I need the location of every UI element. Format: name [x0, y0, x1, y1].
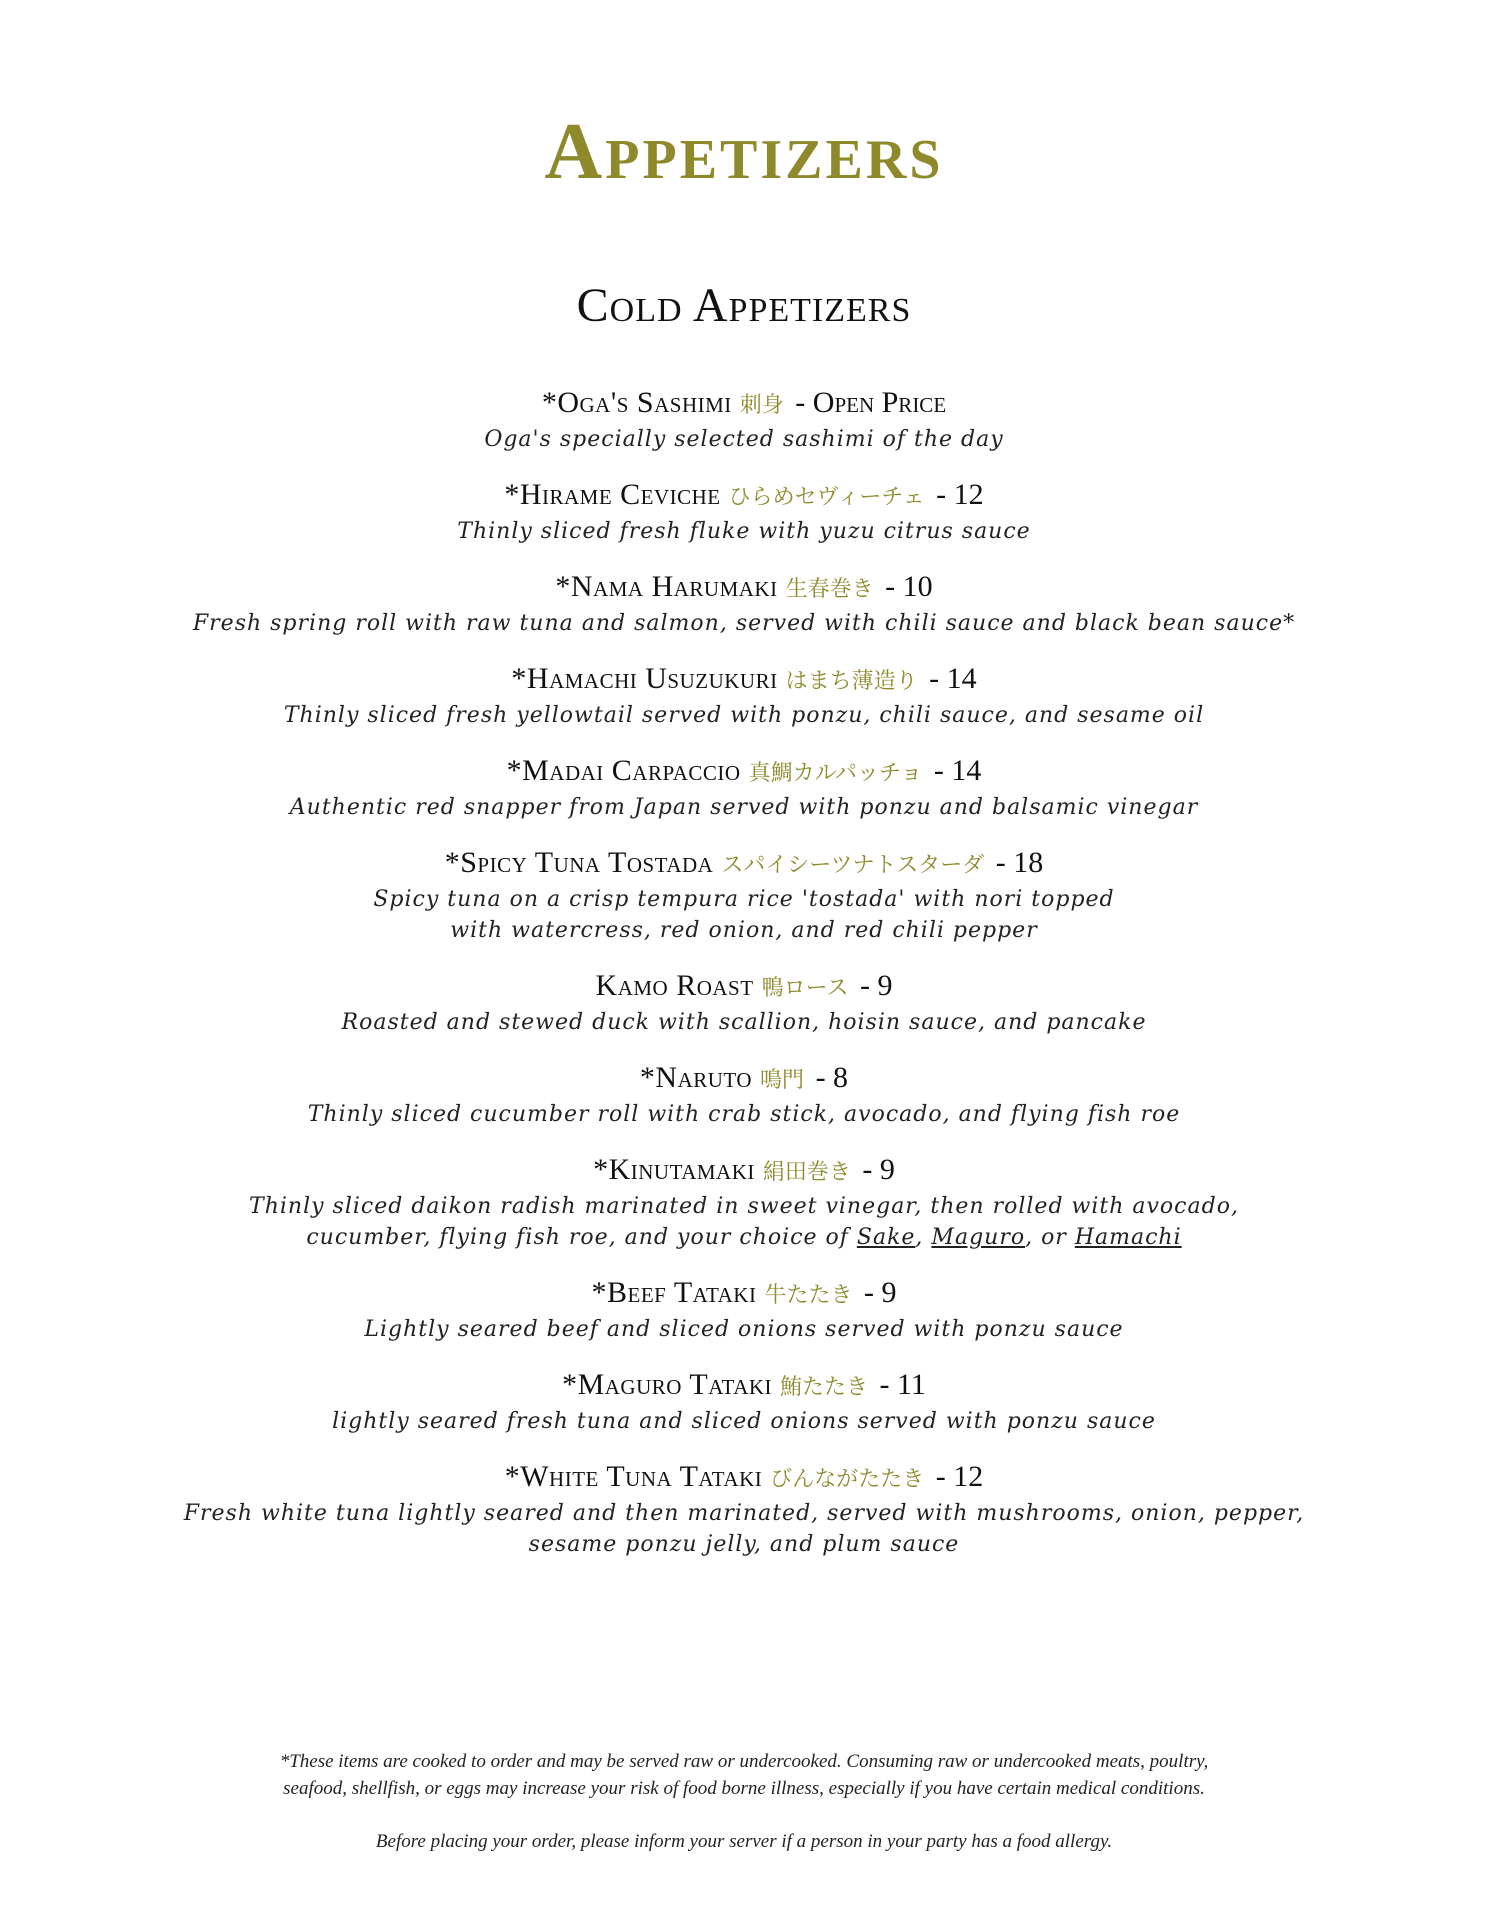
choice-separator: , or: [1025, 1225, 1075, 1250]
menu-item-price: - 8: [815, 1061, 849, 1094]
menu-item-price: - 9: [862, 1153, 895, 1186]
menu-items-list: [0, 385, 1488, 1582]
menu-item-heading: [0, 569, 1488, 608]
choice-option-maguro: Maguro: [931, 1225, 1026, 1250]
menu-item-price: - Open Price: [795, 386, 947, 419]
menu-item-price: - 9: [863, 1276, 897, 1309]
menu-item-description: Thinly sliced fresh fluke with yuzu citrus sauce: [457, 519, 1031, 544]
menu-item-description: Fresh white tuna lightly seared and then marinated, served with mushrooms, onion, pepper,: [183, 1501, 1305, 1526]
menu-item-description: Spicy tuna on a crisp tempura rice 'tostada' with nori topped: [373, 887, 1115, 912]
menu-item: [0, 845, 1488, 946]
menu-item-description: Thinly sliced cucumber roll with crab stick, avocado, and flying fish roe: [307, 1102, 1181, 1127]
menu-item-japanese-name: 鮪たたき: [780, 1375, 869, 1400]
menu-item-heading: [0, 1275, 1488, 1314]
menu-item-name: *Beef Tataki: [591, 1276, 757, 1309]
menu-item-name: *Hirame Ceviche: [504, 478, 721, 511]
choice-separator: ,: [915, 1225, 932, 1250]
footer-disclaimer: [0, 1748, 1488, 1855]
menu-item-price: - 18: [995, 846, 1044, 879]
menu-item-name: *Kinutamaki: [593, 1153, 755, 1186]
choice-prefix: cucumber, flying fish roe, and your choice of: [306, 1225, 857, 1250]
menu-item-description: Fresh spring roll with raw tuna and salmon, served with chili sauce and black bean sauce*: [192, 611, 1296, 636]
menu-item: [0, 1152, 1488, 1253]
menu-item-description: Lightly seared beef and sliced onions served with ponzu sauce: [364, 1317, 1124, 1342]
raw-food-warning: *These items are cooked to order and may be served raw or undercooked. Consuming raw or undercooked meats, poultry,: [279, 1751, 1209, 1772]
choice-option-sake: Sake: [856, 1225, 916, 1250]
menu-item-heading: [0, 753, 1488, 792]
menu-item-description: Thinly sliced fresh yellowtail served with ponzu, chili sauce, and sesame oil: [283, 703, 1205, 728]
menu-item: [0, 661, 1488, 731]
menu-item-description: Thinly sliced daikon radish marinated in sweet vinegar, then rolled with avocado,: [249, 1194, 1239, 1219]
menu-item: [0, 477, 1488, 547]
page-title: Appetizers: [544, 108, 944, 196]
menu-item-description: [0, 1222, 1488, 1253]
menu-item: [0, 1367, 1488, 1437]
menu-item: [0, 569, 1488, 639]
menu-item: [0, 1275, 1488, 1345]
menu-item-description: Roasted and stewed duck with scallion, hoisin sauce, and pancake: [341, 1010, 1147, 1035]
menu-item-price: - 14: [929, 662, 977, 695]
menu-item-name: *Spicy Tuna Tostada: [444, 846, 714, 879]
allergy-notice: Before placing your order, please inform your server if a person in your party has a food allergy.: [375, 1831, 1113, 1852]
menu-item-description: Authentic red snapper from Japan served with ponzu and balsamic vinegar: [289, 795, 1199, 820]
menu-item-heading: [0, 1459, 1488, 1498]
menu-item-japanese-name: スパイシーツナトスターダ: [721, 853, 985, 878]
menu-item-japanese-name: 真鯛カルパッチョ: [748, 761, 923, 786]
menu-item-name: *Nama Harumaki: [555, 570, 778, 603]
menu-item-name: *White Tuna Tataki: [504, 1460, 763, 1493]
menu-item-name: Kamo Roast: [595, 969, 754, 1002]
menu-item-japanese-name: 鳴門: [760, 1068, 805, 1093]
menu-item-name: *Naruto: [639, 1061, 753, 1094]
menu-item-japanese-name: 刺身: [739, 393, 784, 418]
menu-item-heading: [0, 1152, 1488, 1191]
menu-item-description: Oga's specially selected sashimi of the day: [484, 427, 1004, 452]
menu-item-price: - 9: [859, 969, 893, 1002]
menu-item-japanese-name: 絹田巻き: [762, 1160, 851, 1185]
menu-item-heading: [0, 1367, 1488, 1406]
menu-item-japanese-name: びんながたたき: [770, 1467, 925, 1492]
menu-item-name: *Maguro Tataki: [562, 1368, 773, 1401]
menu-item-japanese-name: ひらめセヴィーチェ: [728, 485, 925, 510]
menu-item-heading: [0, 661, 1488, 700]
menu-item: [0, 753, 1488, 823]
menu-item-price: - 12: [936, 478, 984, 511]
menu-item-name: *Oga's Sashimi: [541, 386, 732, 419]
menu-item-japanese-name: 生春巻き: [785, 577, 874, 602]
menu-item-description: sesame ponzu jelly, and plum sauce: [528, 1532, 960, 1557]
menu-item-japanese-name: はまち薄造り: [785, 669, 918, 694]
menu-item: [0, 385, 1488, 455]
menu-item-description: lightly seared fresh tuna and sliced onions served with ponzu sauce: [332, 1409, 1156, 1434]
choice-option-hamachi: Hamachi: [1074, 1225, 1182, 1250]
section-title: Cold Appetizers: [576, 279, 912, 332]
raw-food-warning: seafood, shellfish, or eggs may increase your risk of food borne illness, especially if you have certain medical conditions.: [283, 1778, 1205, 1799]
menu-item: [0, 1060, 1488, 1130]
menu-item-price: - 12: [935, 1460, 984, 1493]
menu-item-heading: [0, 477, 1488, 516]
menu-item-price: - 14: [933, 754, 982, 787]
menu-item-heading: [0, 968, 1488, 1007]
menu-item-japanese-name: 鴨ロース: [761, 976, 849, 1001]
menu-item: [0, 1459, 1488, 1560]
menu-item-heading: [0, 845, 1488, 884]
menu-item-price: - 11: [879, 1368, 926, 1401]
menu-item-name: *Madai Carpaccio: [506, 754, 741, 787]
menu-item-description: with watercress, red onion, and red chili pepper: [450, 918, 1038, 943]
menu-item-name: *Hamachi Usuzukuri: [511, 662, 778, 695]
menu-item-heading: [0, 385, 1488, 424]
menu-item-price: - 10: [885, 570, 933, 603]
menu-item-japanese-name: 牛たたき: [764, 1283, 853, 1308]
menu-item: [0, 968, 1488, 1038]
menu-item-heading: [0, 1060, 1488, 1099]
